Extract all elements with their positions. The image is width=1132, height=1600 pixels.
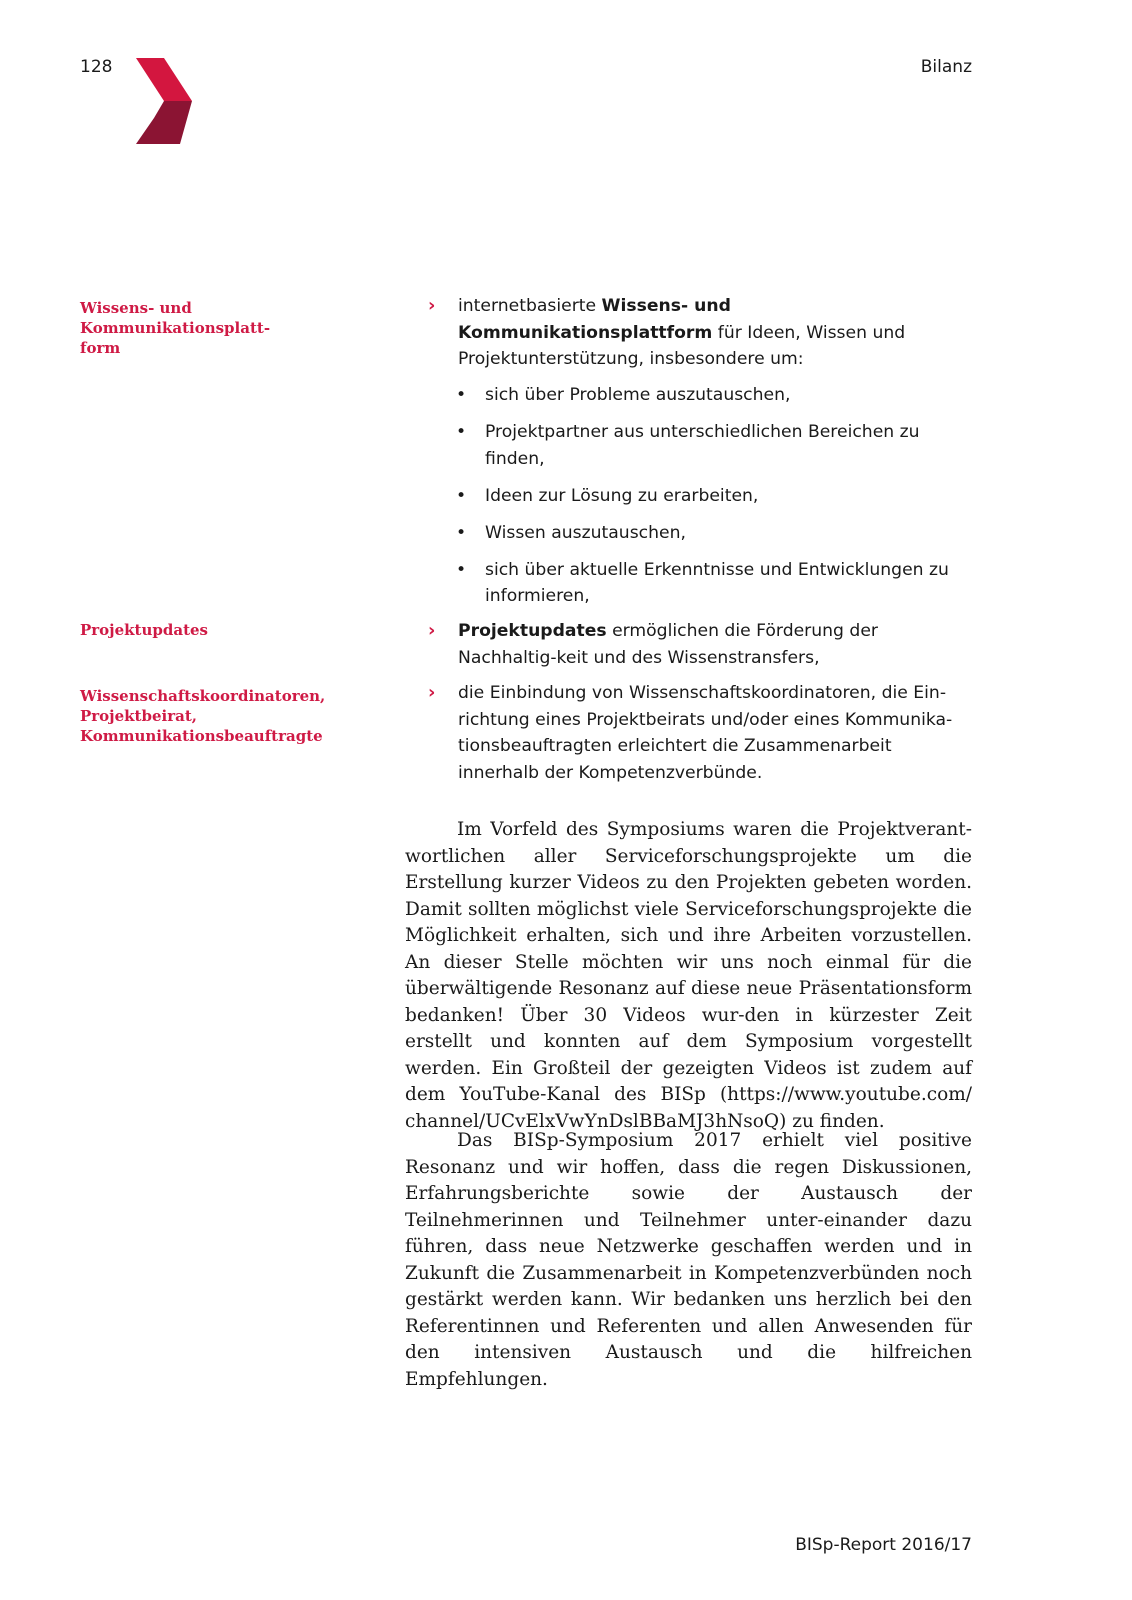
- chevron-bullet-icon: ›: [428, 682, 436, 703]
- chevron-bullet-icon: ›: [428, 295, 436, 316]
- margin-label-koordinatoren: Wissenschaftskoordinatoren, Projektbeirat, Kommunikationsbeauftragte: [80, 687, 326, 745]
- bullet-item: [428, 618, 968, 671]
- chevron-top-shape: [136, 58, 192, 101]
- footer-report-title: BISp-Report 2016/17: [795, 1535, 972, 1555]
- body-paragraph: Im Vorfeld des Symposiums waren die Projektverant-wortlichen aller Serviceforschungsprojekte um die Erstellung kurzer Videos zu den Projekten gebeten worden. Damit sollten möglichst viele Serviceforschungsprojekte die Möglichkeit erhalten, sich und ihre Arbeiten vorzustellen. An dieser Stelle möchten wir uns noch einmal für die überwältigende Resonanz auf diese neue Präsentationsform bedanken! Über 30 Videos wur-den in kürzester Zeit erstellt und konnten auf dem Symposium vorgestellt werden. Ein Großteil der gezeigten Videos ist zudem auf dem YouTube-Kanal des BISp (https://www.youtube.com/ channel/UCvElxVwYnDslBBaMJ3hNsoQ) zu finden.: [405, 819, 972, 1132]
- chevron-logo-icon: [136, 58, 194, 144]
- list-item: • sich über Probleme auszutauschen,: [456, 385, 791, 405]
- bullet-text: Projektupdates ermöglichen die Förderung der Nachhaltig-keit und des Wissenstransfers,: [458, 621, 878, 668]
- bullet-text: internetbasierte Wissens- und Kommunikationsplattform für Ideen, Wissen und Projektunterstützung, insbesondere um:: [458, 296, 906, 369]
- bullet-item: [428, 293, 968, 373]
- body-paragraph: Das BISp-Symposium 2017 erhielt viel positive Resonanz und wir hoffen, dass die regen Diskussionen, Erfahrungsberichte sowie der Austausch der Teilnehmerinnen und Teilnehmer unter-einander dazu führen, dass neue Netzwerke geschaffen werden und in Zukunft die Zusammenarbeit in Kompetenzverbünden noch gestärkt werden kann. Wir bedanken uns herzlich bei den Referentinnen und Referenten und allen Anwesenden für den intensiven Austausch und die hilfreichen Empfehlungen.: [405, 1130, 972, 1390]
- list-item: • sich über aktuelle Erkenntnisse und Entwicklungen zu informieren,: [456, 559, 949, 606]
- list-item: • Projektpartner aus unterschiedlichen Bereichen zu finden,: [456, 422, 920, 469]
- section-title: Bilanz: [920, 57, 972, 77]
- list-item: • Ideen zur Lösung zu erarbeiten,: [456, 485, 759, 506]
- bullet-item: [428, 680, 968, 786]
- margin-label-projektupdates: Projektupdates: [80, 621, 208, 639]
- bullet-text: die Einbindung von Wissenschaftskoordinatoren, die Ein-richtung eines Projektbeirats und/oder eines Kommunika-tionsbeauftragten erleichtert die Zusammenarbeit innerhalb der Kompetenzverbünde.: [458, 683, 953, 783]
- chevron-bullet-icon: ›: [428, 620, 436, 641]
- list-item: • Wissen auszutauschen,: [456, 522, 686, 543]
- margin-label-plattform: Wissens- und Kommunikationsplatt- form: [80, 299, 271, 357]
- page-number: 128: [80, 57, 113, 77]
- chevron-bottom-shape: [136, 101, 192, 144]
- sub-list: [452, 382, 952, 620]
